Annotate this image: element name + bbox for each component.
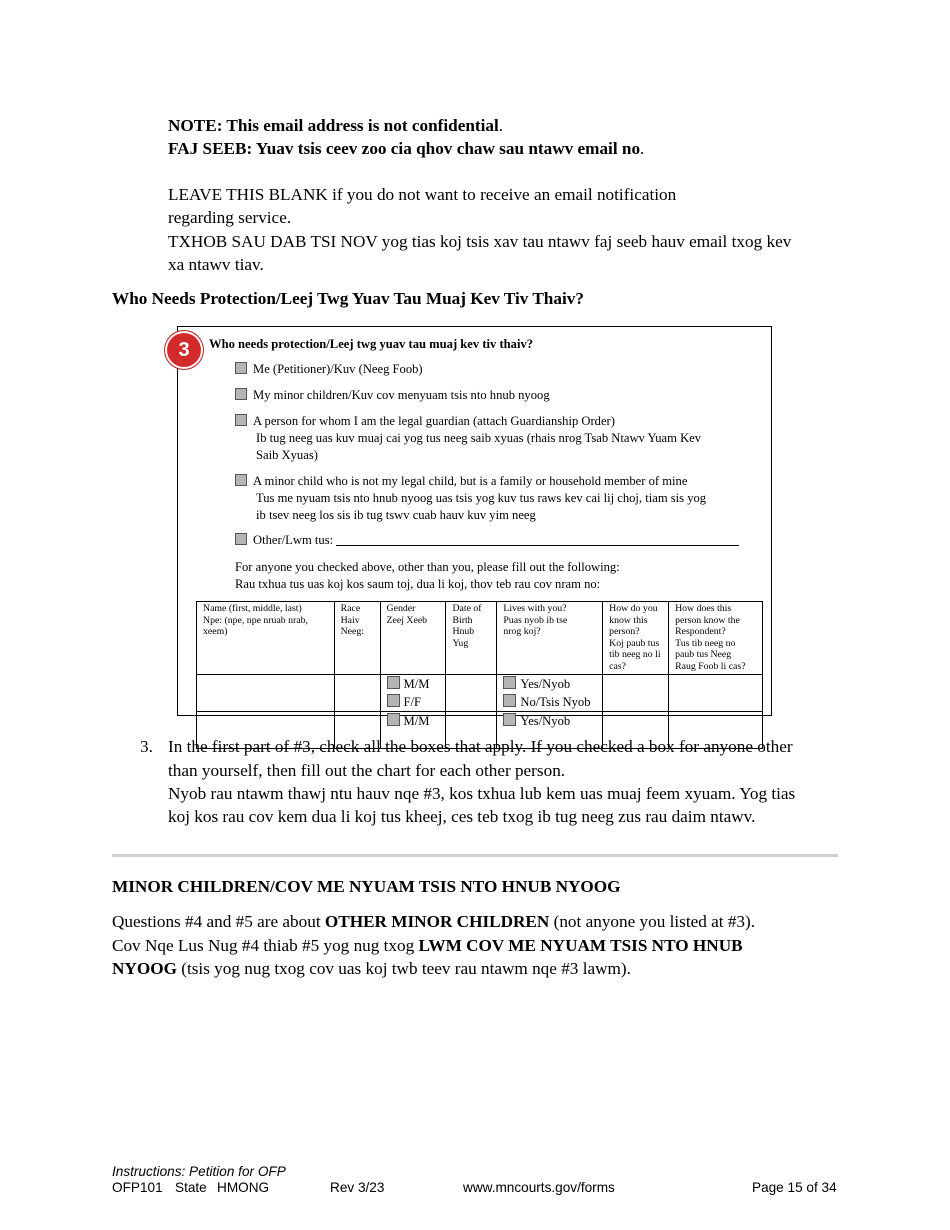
- checkbox-female[interactable]: [387, 694, 400, 707]
- leave-blank-line-4: xa ntawv tiav.: [168, 255, 264, 274]
- option-other: Other/Lwm tus:: [235, 532, 739, 549]
- footer-form-code: OFP101: [112, 1180, 163, 1195]
- col-know-person-header: How do you know this person? Koj paub tus tib neeg no li cas?: [603, 602, 669, 675]
- col-race-header: Race Haiv Neeg:: [334, 602, 380, 675]
- note-line-1: NOTE: This email address is not confidential.: [168, 116, 504, 135]
- table-row: M/M Yes/Nyob: [197, 712, 763, 749]
- question-number-badge: 3: [167, 333, 201, 367]
- option-guardian: A person for whom I am the legal guardian (attach Guardianship Order) Ib tug neeg uas kuv muaj cai yog tus neeg saib xyuas (rhais nrog Tsab Ntawv Yuam Kev Saib Xyuas): [235, 413, 701, 464]
- know-respondent-cell[interactable]: [669, 675, 763, 712]
- note-bold-hmong: FAJ SEEB: Yuav tsis ceev zoo cia qhov chaw sau ntawv email no: [168, 139, 641, 158]
- col-name-header: Name (first, middle, last) Npe: (npe, npe nruab nrab, xeem): [197, 602, 335, 675]
- option-minor-children: My minor children/Kuv cov menyuam tsis nto hnub nyoog: [235, 387, 550, 404]
- minor-text-line-1: Questions #4 and #5 are about OTHER MINOR CHILDREN (not anyone you listed at #3).: [112, 912, 756, 931]
- leave-blank-line-2: regarding service.: [168, 208, 292, 227]
- minor-text-line-3: NYOOG (tsis yog nug txog cov uas koj twb teev rau ntawm nqe #3 lawm).: [112, 959, 631, 978]
- item3-line-4: koj kos rau cov kem dua li koj tus kheej, ces teb txog ib tug neeg zus rau daim ntawv.: [168, 807, 756, 826]
- footer-title: Instructions: Petition for OFP: [112, 1164, 286, 1179]
- item3-line-1: In the first part of #3, check all the boxes that apply. If you checked a box for anyone other: [168, 737, 793, 756]
- checkbox[interactable]: [235, 474, 247, 486]
- leave-blank-line-1: LEAVE THIS BLANK if you do not want to receive an email notification: [168, 185, 677, 204]
- minor-children-heading: MINOR CHILDREN/COV ME NYUAM TSIS NTO HNUB NYOOG: [112, 877, 621, 896]
- footer-language: HMONG: [217, 1180, 270, 1195]
- col-gender-header: Gender Zeej Xeeb: [380, 602, 446, 675]
- name-cell[interactable]: [197, 675, 335, 712]
- checkbox[interactable]: [235, 414, 247, 426]
- footer-revision: Rev 3/23: [330, 1180, 385, 1195]
- checkbox[interactable]: [235, 388, 247, 400]
- col-know-respondent-header: How does this person know the Respondent? Tus tib neeg no paub tus Neeg Raug Foob li cas?: [669, 602, 763, 675]
- person-table: [196, 601, 763, 749]
- section-heading: Who Needs Protection/Leej Twg Yuav Tau Muaj Kev Tiv Thaiv?: [112, 289, 584, 308]
- dob-cell[interactable]: [446, 675, 497, 712]
- footer-url[interactable]: www.mncourts.gov/forms: [463, 1180, 615, 1195]
- section-divider: [112, 854, 838, 857]
- checkbox[interactable]: [235, 533, 247, 545]
- checkbox[interactable]: [235, 362, 247, 374]
- leave-blank-line-3: TXHOB SAU DAB TSI NOV yog tias koj tsis xav tau ntawv faj seeb hauv email txog kev: [168, 232, 792, 251]
- checkbox-yes[interactable]: [503, 713, 516, 726]
- table-header-row: [197, 602, 763, 675]
- footer-state: State: [175, 1180, 207, 1195]
- footer-page-number: Page 15 of 34: [752, 1180, 837, 1195]
- form-instruction-en: For anyone you checked above, other than you, please fill out the following:: [235, 560, 620, 574]
- form-question: Who needs protection/Leej twg yuav tau muaj kev tiv thaiv?: [209, 337, 534, 351]
- other-fill-line[interactable]: [336, 533, 739, 546]
- form-excerpt: [177, 326, 772, 728]
- option-me: Me (Petitioner)/Kuv (Neeg Foob): [235, 361, 423, 378]
- item3-line-2: than yourself, then fill out the chart for each other person.: [168, 761, 566, 780]
- note-line-2: FAJ SEEB: Yuav tsis ceev zoo cia qhov chaw sau ntawv email no.: [168, 139, 645, 158]
- checkbox-no[interactable]: [503, 694, 516, 707]
- form-instruction-hmong: Rau txhua tus uas koj kos saum toj, dua li koj, thov teb rau cov nram no:: [235, 577, 601, 591]
- checkbox-yes[interactable]: [503, 676, 516, 689]
- gender-cell: M/M F/F: [380, 675, 446, 712]
- option-household-child: A minor child who is not my legal child, but is a family or household member of mine Tus me nyuam tsis nto hnub nyoog uas tsis yog kuv tus raws kev cai lij choj, tiam sis yog ib tsev neeg los sis ib tug tswv cuab hauv kuv yim neeg: [235, 473, 706, 524]
- race-cell[interactable]: [334, 675, 380, 712]
- know-person-cell[interactable]: [603, 675, 669, 712]
- col-dob-header: Date of Birth Hnub Yug: [446, 602, 497, 675]
- minor-text-line-2: Cov Nqe Lus Nug #4 thiab #5 yog nug txog LWM COV ME NYUAM TSIS NTO HNUB: [112, 936, 743, 955]
- item3-line-3: Nyob rau ntawm thawj ntu hauv nqe #3, kos txhua lub kem uas muaj feem xyuam. Yog tias: [168, 784, 796, 803]
- col-lives-header: Lives with you? Puas nyob ib tse nrog koj?: [497, 602, 603, 675]
- lives-cell: Yes/Nyob No/Tsis Nyob: [497, 675, 603, 712]
- checkbox-male[interactable]: [387, 676, 400, 689]
- note-bold: NOTE: This email address is not confidential: [168, 116, 499, 135]
- table-row: [197, 675, 763, 712]
- item-number: 3.: [140, 737, 153, 756]
- checkbox-male[interactable]: [387, 713, 400, 726]
